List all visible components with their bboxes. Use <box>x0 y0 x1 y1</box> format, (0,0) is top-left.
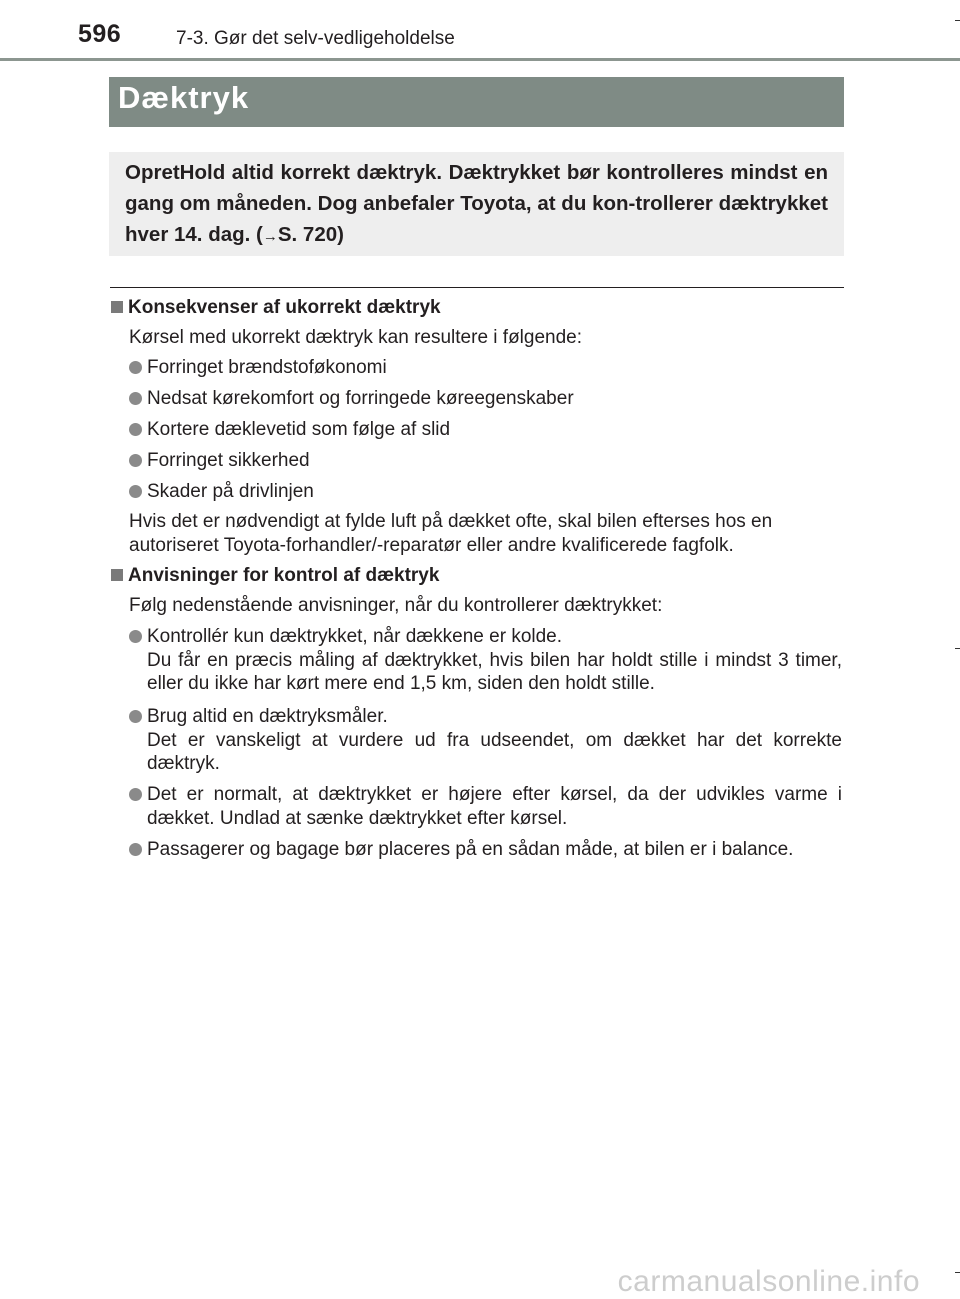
list-item <box>129 705 842 776</box>
list-item-text: Nedsat kørekomfort og forringede køreegenskaber <box>147 388 574 409</box>
list-item-first-line: Kontrollér kun dæktrykket, når dækkene er kolde. <box>147 626 563 647</box>
square-bullet-icon <box>111 301 123 313</box>
section-closing: Hvis det er nødvendigt at fylde luft på dækket ofte, skal bilen efterses hos en autoriseret Toyota-forhandler/-reparatør eller andre kvalificerede fagfolk. <box>129 511 773 556</box>
section-heading <box>111 565 439 587</box>
list-item-text: Kortere dæklevetid som følge af slid <box>147 419 451 440</box>
circle-bullet-icon <box>129 630 142 643</box>
list-item-text <box>147 705 842 776</box>
list-item <box>129 783 842 830</box>
list-item-text <box>147 625 842 696</box>
section-heading-text: Anvisninger for kontrol af dæktryk <box>128 565 440 586</box>
circle-bullet-icon <box>129 843 142 856</box>
list-item <box>129 356 842 380</box>
list-item <box>129 838 842 862</box>
section-heading <box>111 297 441 319</box>
section-lead: Følg nedenstående anvisninger, når du kontrollerer dæktrykket: <box>129 595 663 616</box>
list-item-text: Skader på drivlinjen <box>147 481 314 502</box>
circle-bullet-icon <box>129 454 142 467</box>
list-item <box>129 449 842 473</box>
section-heading-text: Konsekvenser af ukorrekt dæktryk <box>128 297 441 318</box>
list-item-detail: Det er vanskeligt at vurdere ud fra udseendet, om dækket har det korrekte dæktryk. <box>147 729 842 774</box>
list-item <box>129 418 842 442</box>
list-item-text: Passagerer og bagage bør placeres på en sådan måde, at bilen er i balance. <box>147 839 794 860</box>
intro-text <box>125 157 828 252</box>
chapter-title: 7-3. Gør det selv-vedligeholdelse <box>176 28 455 49</box>
circle-bullet-icon <box>129 361 142 374</box>
list-item-text: Det er normalt, at dæktrykket er højere efter kørsel, da der udvikles varme i dækket. Undlad at sænke dæktrykket efter kørsel. <box>147 784 842 829</box>
page-reference-link[interactable]: S. 720) <box>277 223 344 246</box>
page-title: Dæktryk <box>118 80 250 115</box>
crop-mark <box>955 1272 960 1273</box>
list-item-text: Forringet sikkerhed <box>147 450 310 471</box>
list-item <box>129 387 842 411</box>
list-item <box>129 625 842 696</box>
list-item-detail: Du får en præcis måling af dæktrykket, hvis bilen har holdt stille i mindst 3 timer, eller du ikke har kørt mere end 1,5 km, siden den holdt stille. <box>147 649 842 694</box>
header-rule <box>0 58 960 61</box>
section-rule <box>110 287 844 288</box>
circle-bullet-icon <box>129 710 142 723</box>
circle-bullet-icon <box>129 788 142 801</box>
section-lead: Kørsel med ukorrekt dæktryk kan resultere i følgende: <box>129 327 583 348</box>
square-bullet-icon <box>111 569 123 581</box>
page-number: 596 <box>78 20 122 48</box>
list-item-text: Forringet brændstoføkonomi <box>147 357 387 378</box>
circle-bullet-icon <box>129 392 142 405</box>
crop-mark <box>955 648 960 649</box>
list-item <box>129 480 842 504</box>
arrow-icon: → <box>262 228 278 245</box>
list-item-first-line: Brug altid en dæktryksmåler. <box>147 706 388 727</box>
crop-mark <box>955 20 960 21</box>
watermark: carmanualsonline.info <box>617 1265 920 1298</box>
circle-bullet-icon <box>129 423 142 436</box>
circle-bullet-icon <box>129 485 142 498</box>
intro-body: OpretHold altid korrekt dæktryk. Dæktrykket bør kontrolleres mindst en gang om måneden. Dog anbefaler Toyota, at du kon-trollerer dæktrykket hver 14. dag. ( <box>125 161 828 246</box>
